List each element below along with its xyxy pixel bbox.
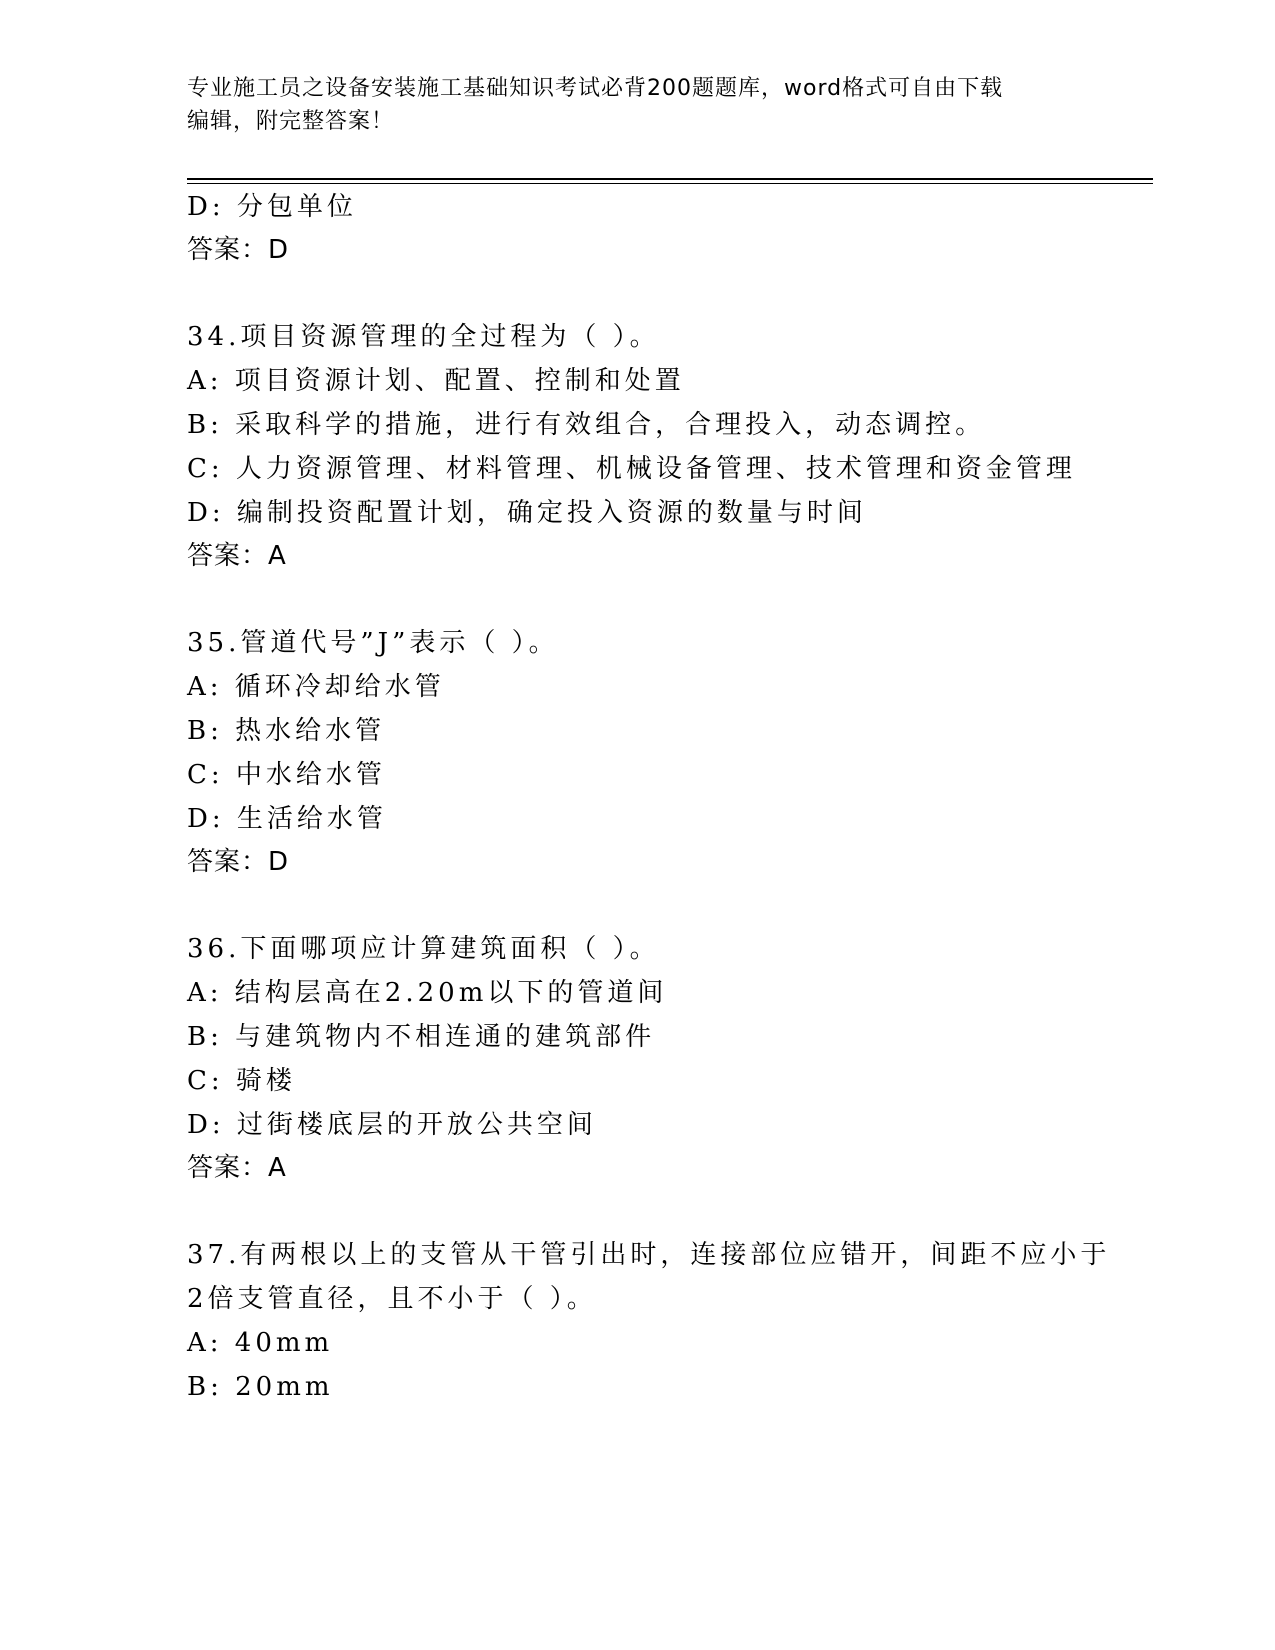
document-header — [187, 72, 1067, 138]
header-divider-thick — [187, 178, 1153, 180]
prev-answer: 答案：D — [187, 235, 290, 265]
q36-answer: 答案：A — [187, 1153, 287, 1183]
q34-question: 34.项目资源管理的全过程为（ ）。 — [187, 322, 660, 352]
q36-option-a: A: 结构层高在2.20m以下的管道间 — [187, 978, 668, 1008]
header-title-line-1: 专业施工员之设备安装施工基础知识考试必背200题题库，word格式可自由下载 — [187, 76, 1004, 101]
q37-option-a: A: 40mm — [187, 1328, 334, 1358]
q34-option-d: D: 编制投资配置计划，确定投入资源的数量与时间 — [187, 498, 867, 528]
q34-answer: 答案：A — [187, 541, 287, 571]
header-title-line-2: 编辑，附完整答案！ — [187, 109, 395, 134]
q36-question: 36.下面哪项应计算建筑面积（ ）。 — [187, 934, 660, 964]
q36-option-d: D: 过街楼底层的开放公共空间 — [187, 1110, 597, 1140]
q36-option-c: C: 骑楼 — [187, 1066, 296, 1096]
q37-option-b: B: 20mm — [187, 1372, 334, 1402]
prev-option-d: D: 分包单位 — [187, 192, 357, 222]
q35-option-b: B: 热水给水管 — [187, 716, 386, 746]
q34-option-c: C: 人力资源管理、材料管理、机械设备管理、技术管理和资金管理 — [187, 454, 1076, 484]
q37-question-line-2: 2倍支管直径，且不小于（ ）。 — [187, 1284, 597, 1314]
q35-option-a: A: 循环冷却给水管 — [187, 672, 445, 702]
header-divider-thin — [187, 183, 1153, 184]
q36-option-b: B: 与建筑物内不相连通的建筑部件 — [187, 1022, 656, 1052]
q35-answer: 答案：D — [187, 847, 290, 877]
q35-option-d: D: 生活给水管 — [187, 804, 387, 834]
q35-question: 35.管道代号”J”表示（ ）。 — [187, 628, 559, 658]
q35-option-c: C: 中水给水管 — [187, 760, 386, 790]
q37-question-line-1: 37.有两根以上的支管从干管引出时，连接部位应错开，间距不应小于 — [187, 1240, 1111, 1270]
q34-option-a: A: 项目资源计划、配置、控制和处置 — [187, 366, 685, 396]
q34-option-b: B: 采取科学的措施，进行有效组合，合理投入，动态调控。 — [187, 410, 986, 440]
